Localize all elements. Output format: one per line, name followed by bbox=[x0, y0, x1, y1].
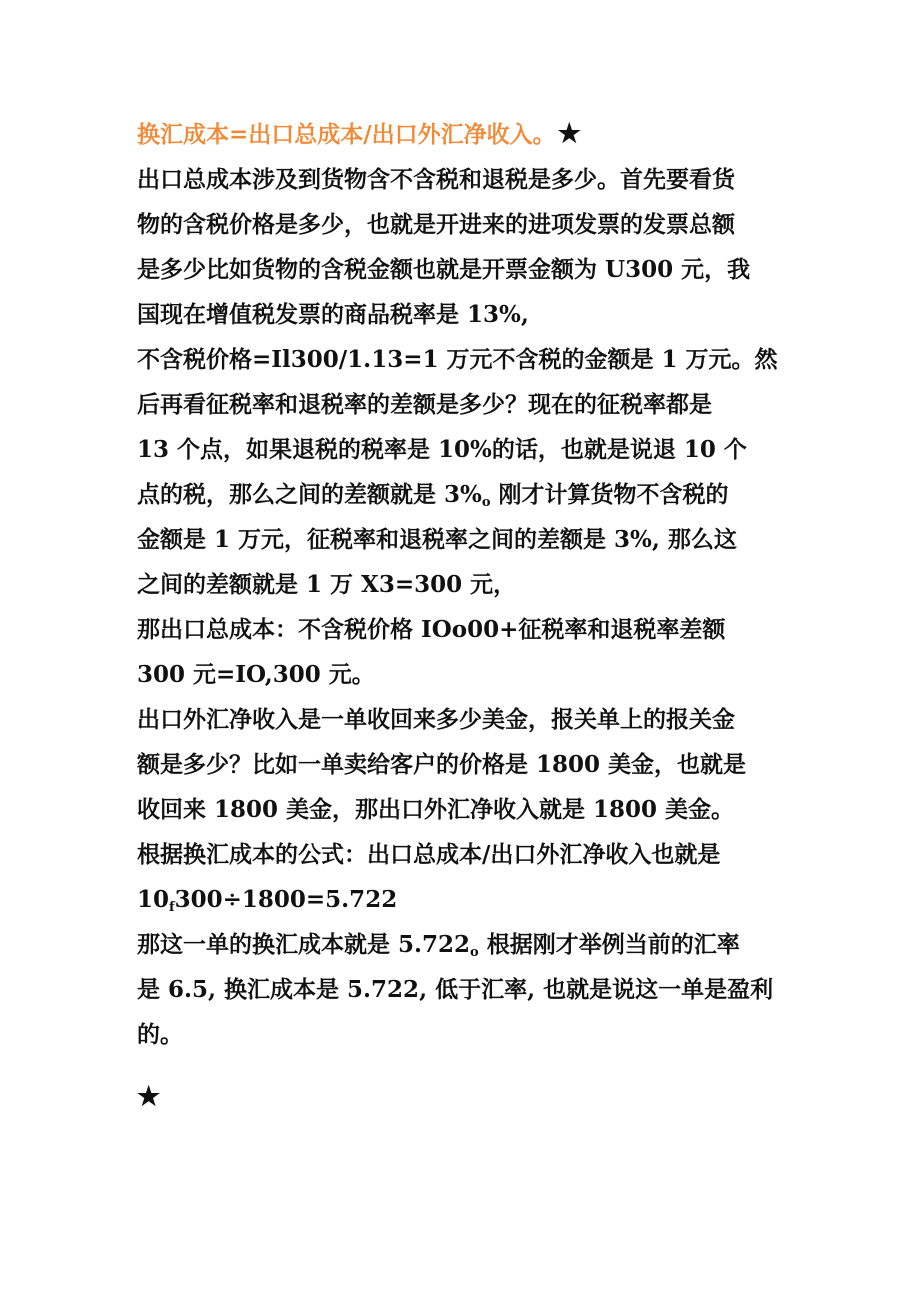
result-line bbox=[137, 922, 787, 967]
paragraph-line-16: 根据换汇成本的公式：出口总成本/出口外汇净收入也就是 bbox=[137, 841, 721, 868]
formula-line bbox=[137, 877, 787, 922]
paragraph-line-5: 不含税价格=Il300/1.13=1 万元不含税的金额是 1 万元。然 bbox=[137, 346, 778, 373]
paragraph-line-20: 的。 bbox=[137, 1021, 183, 1048]
spacer bbox=[137, 1057, 787, 1075]
formula-before: 10 bbox=[137, 886, 170, 913]
paragraph-line-14: 额是多少？比如一单卖给客户的价格是 1800 美金，也就是 bbox=[137, 751, 747, 778]
paragraph-line-19: 是 6.5, 换汇成本是 5.722, 低于汇率, 也就是说这一单是盈利 bbox=[137, 976, 774, 1003]
paragraph-line-8 bbox=[137, 472, 787, 517]
star-icon: ★ bbox=[557, 119, 581, 149]
result-subscript: o bbox=[470, 945, 479, 960]
paragraph-line-1: 出口总成本涉及到货物含不含税和退税是多少。首先要看货 bbox=[137, 166, 735, 193]
paragraph-line-11: 那出口总成本：不含税价格 IOo00+征税率和退税率差额 bbox=[137, 616, 726, 643]
end-star-icon: ★ bbox=[137, 1082, 161, 1112]
result-before: 那这一单的换汇成本就是 5.722 bbox=[137, 931, 471, 958]
formula-after: 300÷1800=5.722 bbox=[174, 886, 398, 913]
title-text: 换汇成本=出口总成本/出口外汇净收入。 bbox=[137, 121, 556, 148]
formula-title bbox=[137, 112, 787, 157]
paragraph-line-3: 是多少比如货物的含税金额也就是开票金额为 U300 元，我 bbox=[137, 256, 751, 283]
line-8-before: 点的税，那么之间的差额就是 3% bbox=[137, 481, 482, 508]
result-after: 根据刚才举例当前的汇率 bbox=[478, 931, 740, 958]
paragraph-line-10: 之间的差额就是 1 万 X3=300 元， bbox=[137, 571, 517, 598]
paragraph-line-12: 300 元=IO,300 元。 bbox=[137, 661, 375, 688]
paragraph-line-9: 金额是 1 万元，征税率和退税率之间的差额是 3%, 那么这 bbox=[137, 526, 737, 553]
paragraph-line-6: 后再看征税率和退税率的差额是多少？现在的征税率都是 bbox=[137, 391, 712, 418]
formula-subscript: f bbox=[169, 900, 175, 915]
paragraph-line-2: 物的含税价格是多少，也就是开进来的进项发票的发票总额 bbox=[137, 211, 735, 238]
line-8-after: 刚才计算货物不含税的 bbox=[490, 481, 729, 508]
paragraph-line-15: 收回来 1800 美金，那出口外汇净收入就是 1800 美金。 bbox=[137, 796, 735, 823]
paragraph-line-7: 13 个点，如果退税的税率是 10%的话，也就是说退 10 个 bbox=[137, 436, 747, 463]
paragraph-line-13: 出口外汇净收入是一单收回来多少美金，报关单上的报关金 bbox=[137, 706, 735, 733]
line-8-subscript: o bbox=[481, 495, 491, 510]
document-body bbox=[137, 112, 787, 1120]
paragraph-line-4: 国现在增值税发票的商品税率是 13%, bbox=[137, 301, 529, 328]
